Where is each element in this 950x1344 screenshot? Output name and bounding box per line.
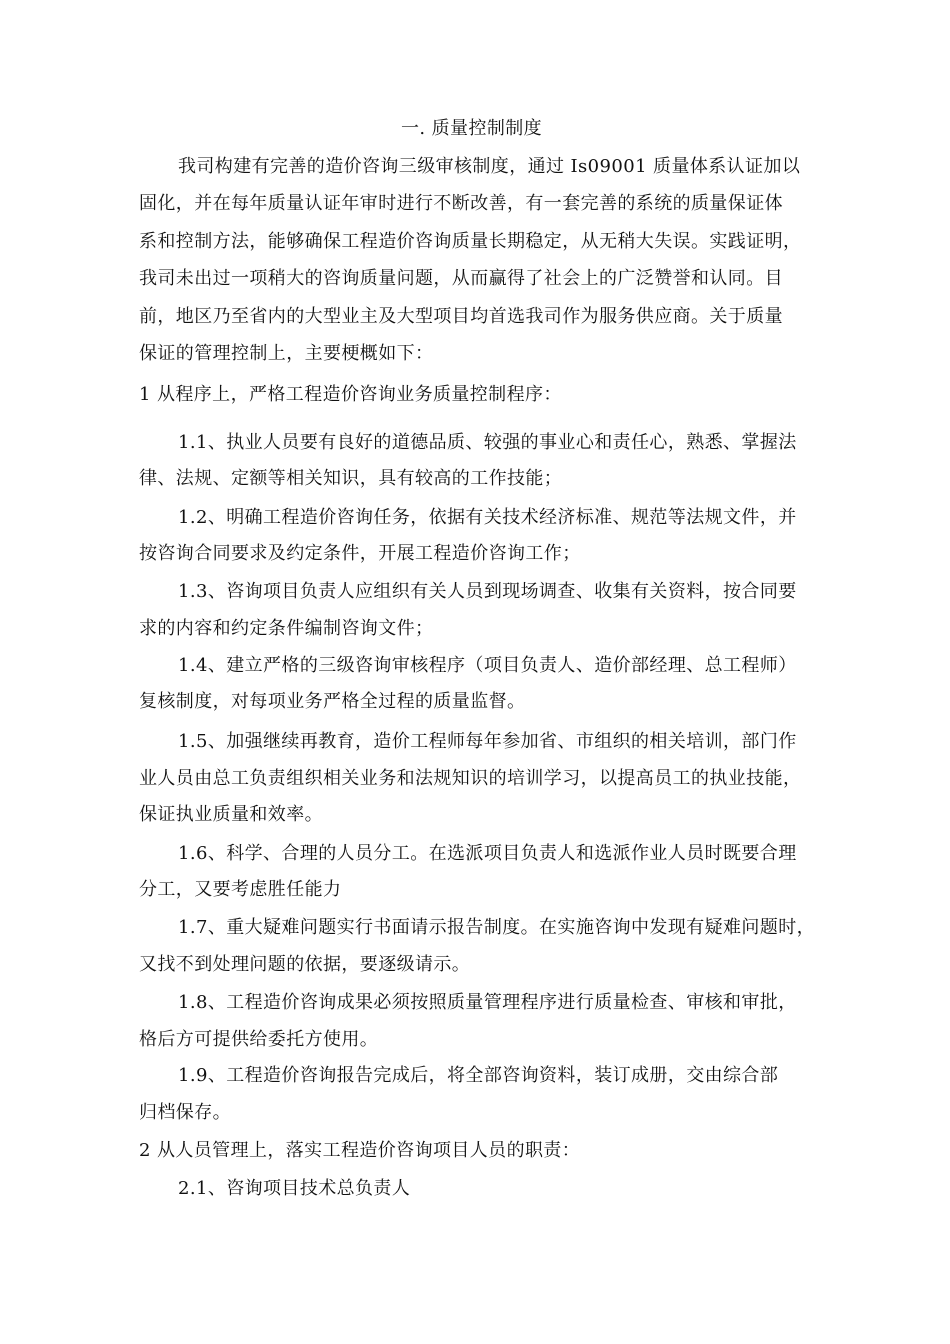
- item-1-9-line: 归档保存。: [139, 1102, 231, 1123]
- intro-line: 前，地区乃至省内的大型业主及大型项目均首选我司作为服务供应商。关于质量: [139, 306, 783, 327]
- item-2-1-line: 2.1、咨询项目技术总负责人: [178, 1178, 411, 1199]
- item-1-6-line: 分工，又要考虑胜任能力: [139, 879, 342, 900]
- section-2-heading: 2 从人员管理上，落实工程造价咨询项目人员的职责：: [139, 1140, 581, 1161]
- item-1-3-line: 求的内容和约定条件编制咨询文件；: [139, 618, 434, 639]
- item-1-9-line: 1.9、工程造价咨询报告完成后，将全部咨询资料，装订成册，交由综合部: [178, 1065, 779, 1086]
- item-1-7-line: 又找不到处理问题的依据，要逐级请示。: [139, 954, 471, 975]
- intro-line: 固化，并在每年质量认证年审时进行不断改善，有一套完善的系统的质量保证体: [139, 193, 783, 214]
- intro-line: 系和控制方法，能够确保工程造价咨询质量长期稳定，从无稍大失误。实践证明，: [139, 231, 802, 252]
- item-1-7-line: 1.7、重大疑难问题实行书面请示报告制度。在实施咨询中发现有疑难问题时，: [178, 917, 816, 938]
- item-1-2-line: 按咨询合同要求及约定条件，开展工程造价咨询工作；: [139, 543, 581, 564]
- item-1-3-line: 1.3、咨询项目负责人应组织有关人员到现场调查、收集有关资料，按合同要: [178, 581, 797, 602]
- item-1-4-line: 1.4、建立严格的三级咨询审核程序（项目负责人、造价部经理、总工程师）: [178, 655, 797, 676]
- intro-line: 我司构建有完善的造价咨询三级审核制度，通过 Is09001 质量体系认证加以: [178, 156, 801, 177]
- intro-line: 保证的管理控制上，主要梗概如下：: [139, 343, 434, 364]
- item-1-5-line: 1.5、加强继续再教育，造价工程师每年参加省、市组织的相关培训，部门作: [178, 731, 797, 752]
- page-title: 一. 质量控制制度: [401, 118, 543, 139]
- intro-line: 我司未出过一项稍大的咨询质量问题，从而赢得了社会上的广泛赞誉和认同。目: [139, 268, 783, 289]
- item-1-6-line: 1.6、科学、合理的人员分工。在选派项目负责人和选派作业人员时既要合理: [178, 843, 797, 864]
- section-1-heading: 1 从程序上，严格工程造价咨询业务质量控制程序：: [139, 384, 562, 405]
- item-1-8-line: 格后方可提供给委托方使用。: [139, 1029, 379, 1050]
- item-1-5-line: 业人员由总工负责组织相关业务和法规知识的培训学习，以提高员工的执业技能，: [139, 768, 802, 789]
- item-1-2-line: 1.2、明确工程造价咨询任务，依据有关技术经济标准、规范等法规文件，并: [178, 507, 797, 528]
- item-1-4-line: 复核制度，对每项业务严格全过程的质量监督。: [139, 691, 526, 712]
- item-1-1-line: 1.1、执业人员要有良好的道德品质、较强的事业心和责任心，熟悉、掌握法: [178, 432, 797, 453]
- item-1-5-line: 保证执业质量和效率。: [139, 804, 323, 825]
- item-1-8-line: 1.8、工程造价咨询成果必须按照质量管理程序进行质量检查、审核和审批，: [178, 992, 797, 1013]
- item-1-1-line: 律、法规、定额等相关知识，具有较高的工作技能；: [139, 468, 563, 489]
